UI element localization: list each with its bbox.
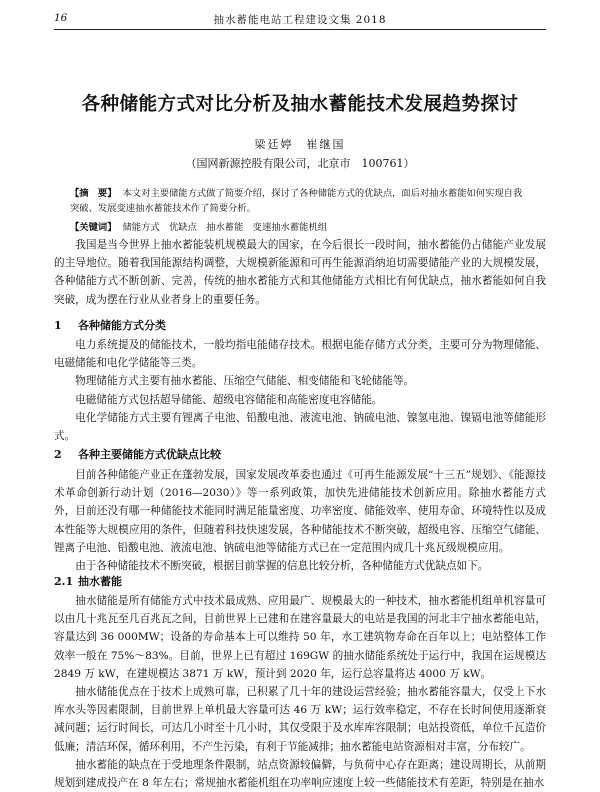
subsection-heading: [54, 573, 122, 589]
keywords-text: 储能方式 优缺点 抽水蓄能 变速抽水蓄能机组: [122, 222, 328, 233]
section-body: [54, 466, 546, 575]
section-title: 各种主要储能方式优缺点比较: [78, 448, 221, 461]
intro-section: [54, 236, 546, 309]
keywords-label: 【关键词】: [70, 222, 117, 233]
keywords: [70, 220, 530, 235]
paragraph: 物理储能方式主要有抽水蓄能、压缩空气储能、相变储能和飞轮储能等。: [75, 375, 415, 388]
section-body: [54, 592, 546, 792]
paragraph: 抽水储能优点在于技术上成熟可靠，已积累了几十年的建设运营经验；抽水蓄能容量大，仅受上下水库水头等因素限制，目前世界上单机最大容量可达 46 万 kW；运行效率稳定，不存在长时间使用逐渐衰减问题；运行时间长，可达几小时至十几小时，其仅受限于及水库库容限制；电站投资低，单位千瓦造价低廉；清洁环保，循环利用，不产生污染，有利于节能减排；抽水蓄能电站资源相对丰富，分布较广。: [54, 686, 546, 753]
section-heading: [54, 446, 221, 462]
section-number: 2: [54, 448, 62, 461]
affiliation: （国网新源控股有限公司，北京市 100761）: [185, 157, 415, 170]
paragraph: 抽水蓄能的缺点在于受地理条件限制，站点资源较偏僻，与负荷中心存在距离；建设周期长，从前期规划到建成投产在 8 年左右；常规抽水蓄能机组在功率响应速度上较一些储能技术有差距，特别是在抽水: [54, 758, 546, 790]
section-body: [54, 336, 546, 445]
paragraph: 电磁储能方式包括超导储能、超级电容储能和高能密度电容储能。: [75, 393, 383, 406]
section-number: 1: [54, 319, 62, 332]
paragraph: 电力系统提及的储能技术，一般均指电能储存技术。根据电能存储方式分类，主要可分为物理储能、电磁储能和电化学储能等三类。: [54, 339, 546, 370]
authors: 梁廷婷 崔继国: [254, 138, 346, 151]
abstract-label: 【摘 要】: [70, 188, 117, 199]
running-head: [54, 11, 546, 30]
section-heading: [54, 317, 166, 333]
abstract: [70, 186, 530, 216]
section-title: 各种储能方式分类: [78, 319, 166, 332]
section-title: 抽水蓄能: [78, 575, 122, 588]
journal-name: 抽水蓄能电站工程建设文集 2018: [213, 14, 387, 26]
paragraph: 由于各种储能技术不断突破，根据目前掌握的信息比较分析，各种储能方式优缺点如下。: [75, 560, 489, 573]
paragraph: 电化学储能方式主要有锂离子电池、铅酸电池、液流电池、钠硫电池、镍氢电池、镍镉电池等储能形式。: [54, 411, 546, 443]
paragraph: 我国是当今世界上抽水蓄能装机规模最大的国家，在今后很长一段时间，抽水蓄能仍占储能产业发展的主导地位。随着我国能源结构调整，大规模新能源和可再生能源消纳迫切需要储能产业的大规模发展，各种储能方式不断创新、完善，传统的抽水蓄能方式和其他储能方式相比有何优缺点，抽水蓄能如何自我突破，成为摆在行业从业者身上的重要任务。: [54, 239, 546, 306]
section-number: 2.1: [54, 575, 74, 588]
abstract-text: 本文对主要储能方式做了简要介绍，探讨了各种储能方式的优缺点，面后对抽水蓄能如何实现自我突破、发展变速抽水蓄能技术作了简要分析。: [70, 188, 523, 214]
paragraph: 抽水储能是所有储能方式中技术最成熟、应用最广、规模最大的一种技术，抽水蓄能机组单机容量可以由几十兆瓦至几百兆瓦之间，目前世界上已建和在建容量最大的电站是我国的河北丰宁抽水蓄能电站，容量达到 36 000MW；设备的寿命基本上可以维持 50 年，水工建筑物寿命在百年以上；电站整体工作效率一般在 75%～83%。目前，世界上已有超过 169GW 的抽水储能系统处于运行中，我国在运规模达 2849 万 kW，在建规模达 3871 万 kW，预计到 2020 年，运行总容量将达 4000 万 kW。: [54, 595, 546, 680]
paper-title: 各种储能方式对比分析及抽水蓄能技术发展趋势探讨: [81, 94, 519, 115]
page-number: 16: [54, 12, 68, 24]
paragraph: 目前各种储能产业正在蓬勃发展，国家发展改革委也通过《可再生能源发展“十三五”规划》、《能源技术革命创新行动计划（2016—2030）》等一系列政策，加快先进储能技术创新应用。除抽水蓄能方式外，目前还没有哪一种储能技术能同时满足能量密度、功率密度、储能效率、使用寿命、环境特性以及成本性能等大规模应用的条件，但随着科技快速发展，各种储能技术不断突破，超级电容、压缩空气储能、锂离子电池、铅酸电池、液流电池、钠硫电池等储能方式已在一定范围内成几十兆瓦级规模应用。: [54, 469, 546, 554]
